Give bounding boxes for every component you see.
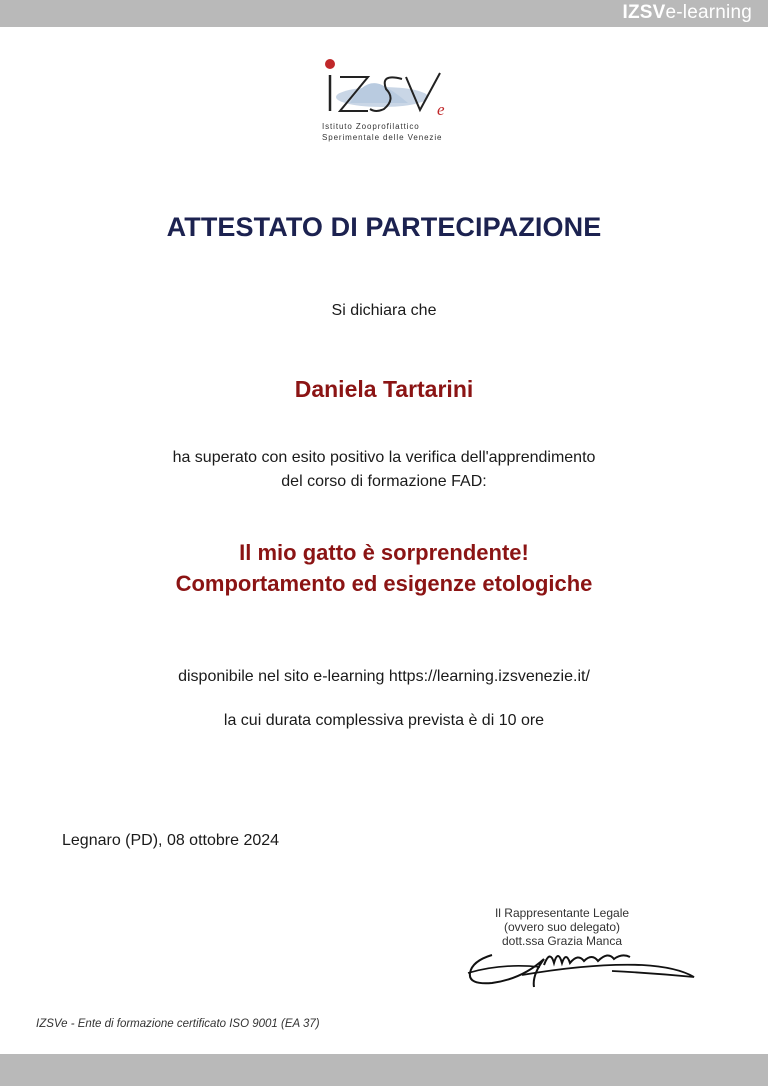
brand-rest: e-learning: [665, 2, 752, 23]
place-date: Legnaro (PD), 08 ottobre 2024: [62, 832, 280, 849]
logo-line-institute: Istituto Zooprofilattico: [322, 122, 420, 131]
statement-line-2: del corso di formazione FAD:: [281, 473, 487, 490]
signatory-name: dott.ssa Grazia Manca: [501, 934, 623, 948]
signatory-role: Il Rappresentante Legale: [494, 906, 630, 920]
izsve-logo-icon: [310, 55, 460, 125]
certificate-title: ATTESTATO DI PARTECIPAZIONE: [166, 212, 602, 242]
signatory-delegate: (ovvero suo delegato): [503, 920, 621, 934]
certification-footer: IZSVe - Ente di formazione certificato ISO 9001 (EA 37): [36, 1018, 320, 1030]
logo-line-venezie: Sperimentale delle Venezie: [322, 133, 443, 142]
statement-line-1: ha superato con esito positivo la verifica dell'apprendimento: [172, 449, 596, 466]
course-title-line-1: Il mio gatto è sorprendente!: [239, 540, 529, 565]
duration-text: la cui durata complessiva prevista è di 10 ore: [223, 712, 545, 729]
recipient-name: Daniela Tartarini: [294, 376, 474, 402]
brand-wordmark: [622, 2, 752, 24]
course-title-line-2: Comportamento ed esigenze etologiche: [175, 571, 593, 596]
availability-text: disponibile nel sito e-learning https://learning.izsvenezie.it/: [178, 668, 590, 685]
bottom-bar: [0, 1054, 768, 1086]
top-bar: [0, 0, 768, 27]
declaration-text: Si dichiara che: [331, 302, 437, 319]
handwritten-signature: [462, 935, 702, 995]
brand-bold: IZSV: [622, 2, 666, 23]
svg-text:e: e: [437, 100, 445, 119]
izsve-logo: [310, 55, 460, 145]
